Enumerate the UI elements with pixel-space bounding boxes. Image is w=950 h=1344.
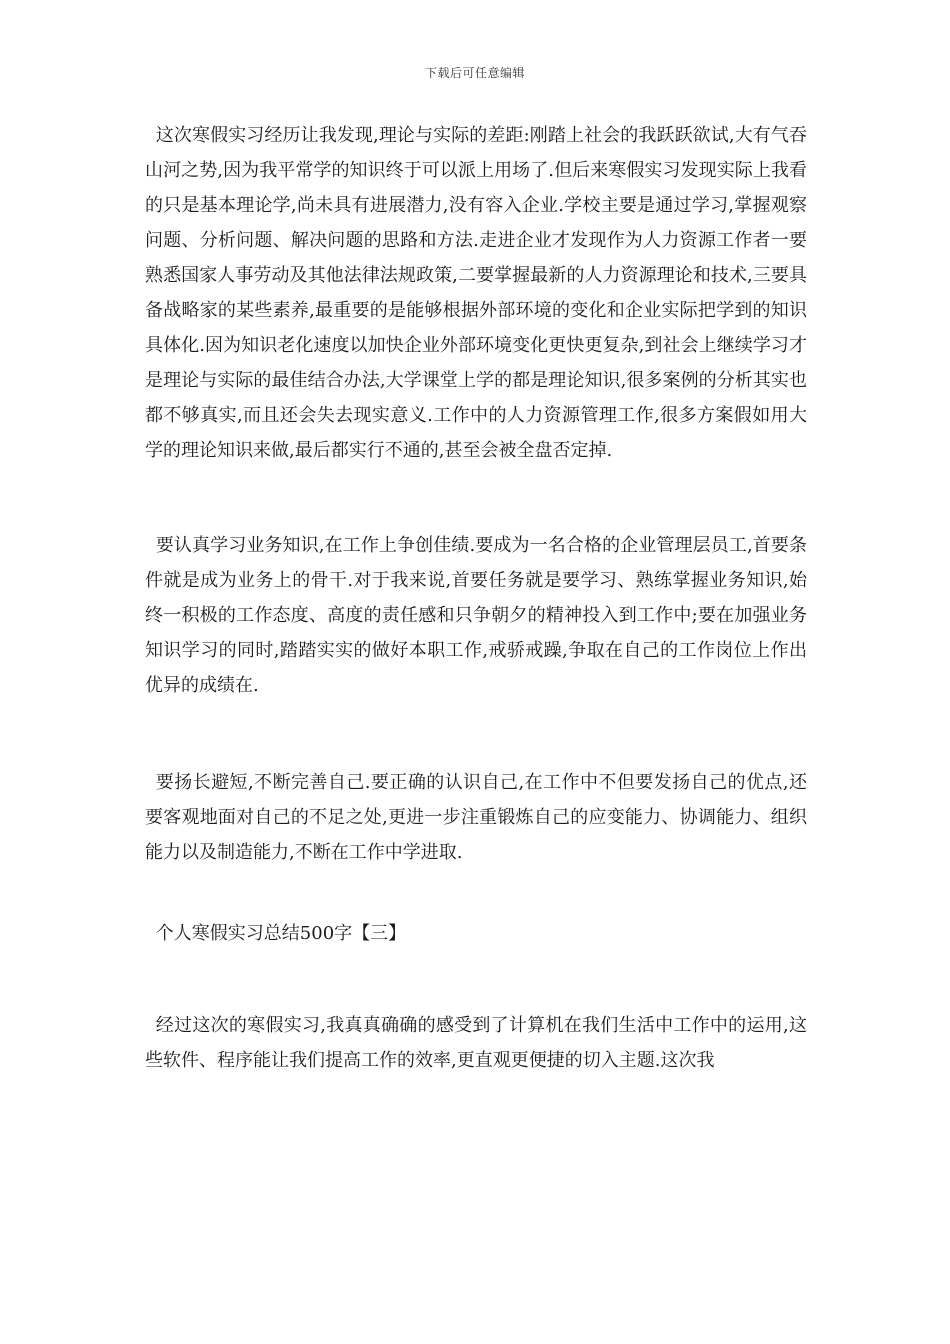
paragraph-4: 经过这次的寒假实习,我真真确确的感受到了计算机在我们生活中工作中的运用,这些软件、程序能让我们提高工作的效率,更直观更便捷的切入主题.这次我 — [145, 1015, 807, 1071]
section-heading: 个人寒假实习总结500字【三】 — [155, 923, 407, 944]
paragraph-2: 要认真学习业务知识,在工作上争创佳绩.要成为一名合格的企业管理层员工,首要条件就是成为业务上的骨干.对于我来说,首要任务就是要学习、熟练掌握业务知识,始终一积极的工作态度、高度的责任感和只争朝夕的精神投入到工作中;要在加强业务知识学习的同时,踏踏实实的做好本职工作,戒骄戒躁,争取在自己的工作岗位上作出优异的成绩在. — [145, 535, 807, 696]
page-header: 下载后可任意编辑 — [424, 66, 525, 80]
paragraph-1: 这次寒假实习经历让我发现,理论与实际的差距:刚踏上社会的我跃跃欲试,大有气吞山河之势,因为我平常学的知识终于可以派上用场了.但后来寒假实习发现实际上我看的只是基本理论学,尚未具有进展潜力,没有容入企业.学校主要是通过学习,掌握观察问题、分析问题、解决问题的思路和方法.走进企业才发现作为人力资源工作者一要熟悉国家人事劳动及其他法律法规政策,二要掌握最新的人力资源理论和技术,三要具备战略家的某些素养,最重要的是能够根据外部环境的变化和企业实际把学到的知识具体化.因为知识老化速度以加快企业外部环境变化更快更复杂,到社会上继续学习才是理论与实际的最佳结合办法,大学课堂上学的都是理论知识,很多案例的分析其实也都不够真实,而且还会失去现实意义.工作中的人力资源管理工作,很多方案假如用大学的理论知识来做,最后都实行不通的,甚至会被全盘否定掉. — [145, 125, 807, 461]
document-body — [145, 118, 807, 1078]
paragraph-3: 要扬长避短,不断完善自己.要正确的认识自己,在工作中不但要发扬自己的优点,还要客观地面对自己的不足之处,更进一步注重锻炼自己的应变能力、协调能力、组织能力以及制造能力,不断在工作中学进取. — [145, 772, 807, 863]
